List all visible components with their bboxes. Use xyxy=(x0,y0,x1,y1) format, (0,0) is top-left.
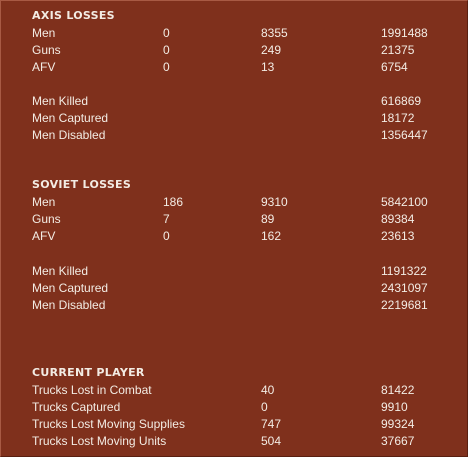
total-value: 37667 xyxy=(381,434,415,448)
total-value: 1356447 xyxy=(381,128,428,142)
turn-value: 7 xyxy=(163,212,170,226)
total-value: 1191322 xyxy=(381,264,427,278)
soviet-losses-heading: SOVIET LOSSES xyxy=(32,178,132,191)
row-label: Men Killed xyxy=(32,264,89,278)
trucks-lost-in-combat-row xyxy=(1,382,468,399)
total-value: 23613 xyxy=(381,229,415,243)
row-label: Men Captured xyxy=(32,281,109,295)
total-value: 6754 xyxy=(381,60,408,74)
total-value: 9910 xyxy=(381,400,408,414)
total-value: 5842100 xyxy=(381,195,428,209)
period-value: 249 xyxy=(261,43,282,57)
total-value: 18172 xyxy=(381,111,415,125)
trucks-captured-row xyxy=(1,399,468,416)
row-label: AFV xyxy=(32,60,56,74)
soviet-guns-row xyxy=(1,211,468,228)
turn-value: 0 xyxy=(163,60,170,74)
row-label: Men xyxy=(32,26,56,40)
trucks-lost-moving-supplies-row xyxy=(1,416,468,433)
total-value: 1991488 xyxy=(381,26,428,40)
turn-value: 186 xyxy=(163,195,184,209)
turn-value: 0 xyxy=(163,26,170,40)
total-value: 616869 xyxy=(381,94,422,108)
axis-men-disabled-row xyxy=(1,127,468,144)
turn-value: 504 xyxy=(261,434,282,448)
period-value: 8355 xyxy=(261,26,288,40)
row-label: AFV xyxy=(32,229,56,243)
period-value: 13 xyxy=(261,60,275,74)
row-label: Trucks Captured xyxy=(32,400,121,414)
row-label: Trucks Lost Moving Supplies xyxy=(32,417,185,431)
soviet-men-killed-row xyxy=(1,263,468,280)
axis-men-row xyxy=(1,25,468,42)
row-label: Trucks Lost in Combat xyxy=(32,383,152,397)
soviet-men-disabled-row xyxy=(1,297,468,314)
soviet-afv-row xyxy=(1,228,468,245)
turn-value: 0 xyxy=(163,229,170,243)
row-label: Men Killed xyxy=(32,94,89,108)
total-value: 2431097 xyxy=(381,281,428,295)
soviet-men-row xyxy=(1,194,468,211)
row-label: Guns xyxy=(32,212,61,226)
turn-value: 747 xyxy=(261,417,282,431)
current-player-heading: CURRENT PLAYER xyxy=(32,366,145,379)
turn-value: 0 xyxy=(261,400,268,414)
axis-men-captured-row xyxy=(1,110,468,127)
total-value: 81422 xyxy=(381,383,415,397)
total-value: 21375 xyxy=(381,43,415,57)
turn-value: 40 xyxy=(261,383,275,397)
row-label: Men Disabled xyxy=(32,128,106,142)
period-value: 89 xyxy=(261,212,275,226)
axis-guns-row xyxy=(1,42,468,59)
axis-men-killed-row xyxy=(1,93,468,110)
soviet-men-captured-row xyxy=(1,280,468,297)
trucks-lost-moving-units-row xyxy=(1,433,468,450)
row-label: Trucks Lost Moving Units xyxy=(32,434,167,448)
period-value: 9310 xyxy=(261,195,288,209)
row-label: Men Captured xyxy=(32,111,109,125)
turn-value: 0 xyxy=(163,43,170,57)
row-label: Guns xyxy=(32,43,61,57)
axis-afv-row xyxy=(1,59,468,76)
total-value: 89384 xyxy=(381,212,415,226)
total-value: 2219681 xyxy=(381,298,428,312)
axis-losses-heading: AXIS LOSSES xyxy=(32,9,115,22)
total-value: 99324 xyxy=(381,417,415,431)
row-label: Men xyxy=(32,195,56,209)
row-label: Men Disabled xyxy=(32,298,106,312)
period-value: 162 xyxy=(261,229,282,243)
